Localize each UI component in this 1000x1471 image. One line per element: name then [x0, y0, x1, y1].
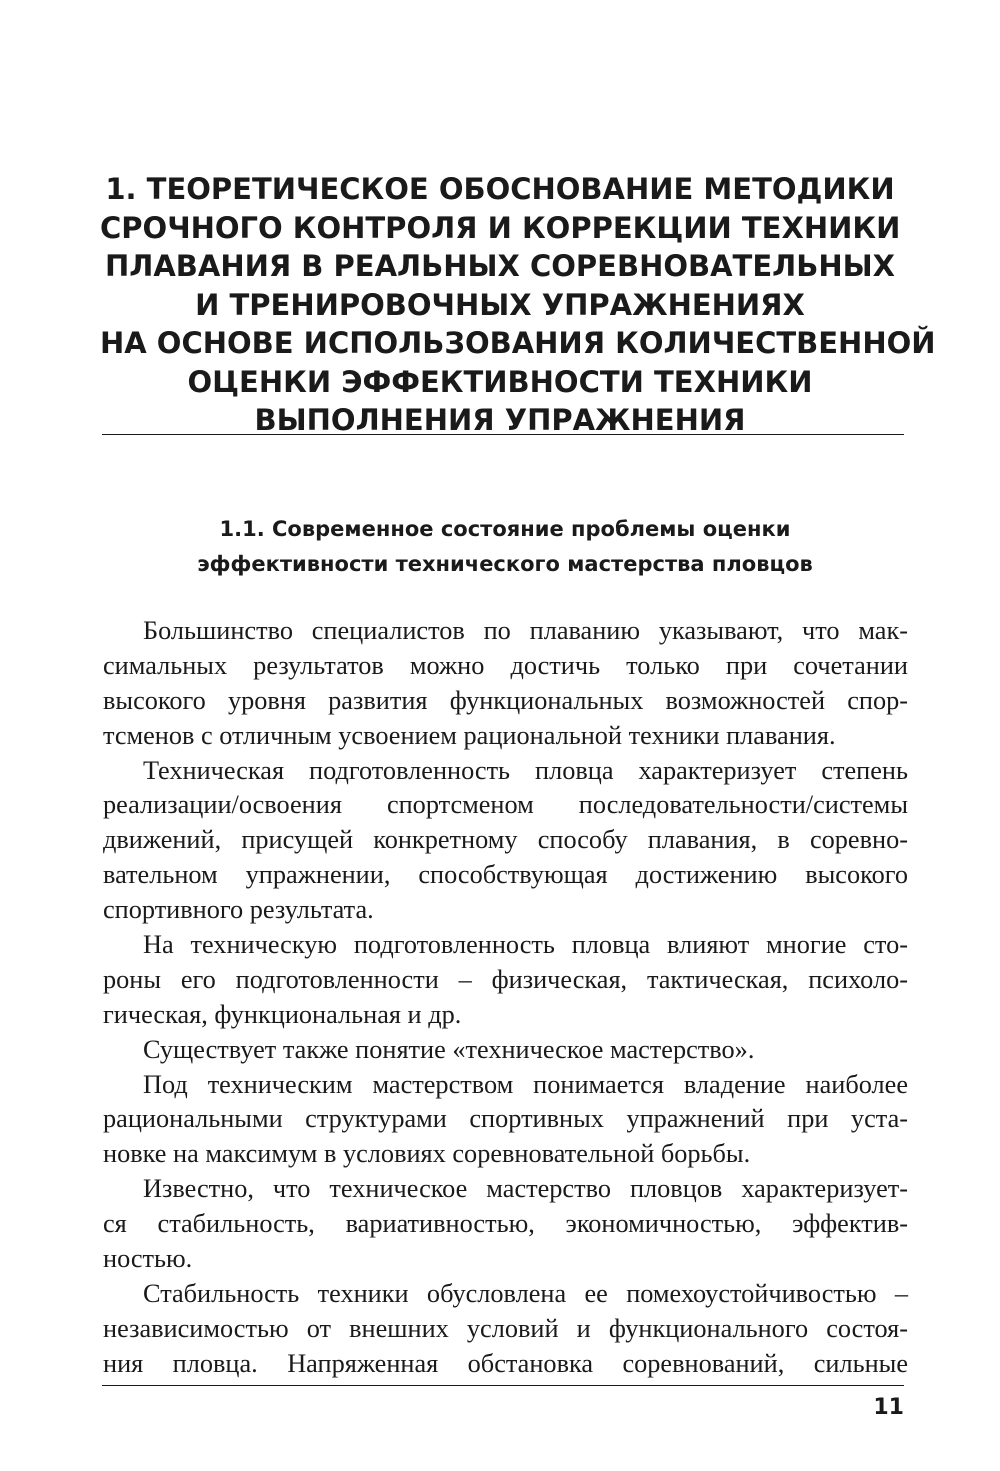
- text-line: независимостью от внешних условий и функционального состоя-: [103, 1313, 908, 1343]
- text-line: реализации/освоения спортсменом последовательности/системы: [103, 790, 908, 820]
- text-line: тсменов с отличным усвоением рациональной техники плавания.: [103, 720, 836, 750]
- title-divider: [102, 434, 904, 435]
- footer-divider: [102, 1385, 904, 1386]
- text-line: вательном упражнении, способствующая достижению высокого: [103, 860, 908, 890]
- section-title-line: 1.1. Современное состояние проблемы оценки: [219, 517, 791, 541]
- chapter-title-line: 1. ТЕОРЕТИЧЕСКОЕ ОБОСНОВАНИЕ МЕТОДИКИ: [105, 172, 895, 206]
- section-title: [100, 512, 910, 582]
- text-line: высокого уровня развития функциональных возможностей спор-: [103, 685, 908, 715]
- page-number: 11: [873, 1395, 904, 1420]
- text-line: рациональными структурами спортивных упражнений при уста-: [103, 1104, 908, 1134]
- text-line: ния пловца. Напряженная обстановка соревнований, сильные: [103, 1348, 908, 1378]
- text-line: спортивного результата.: [103, 895, 374, 925]
- text-line: Под техническим мастерством понимается владение наиболее: [143, 1069, 908, 1099]
- text-line: Известно, что техническое мастерство пловцов характеризует-: [143, 1174, 908, 1204]
- chapter-title-line: ОЦЕНКИ ЭФФЕКТИВНОСТИ ТЕХНИКИ: [187, 364, 813, 399]
- chapter-title: [100, 170, 936, 440]
- text-line: Большинство специалистов по плаванию указывают, что мак-: [143, 616, 908, 645]
- text-line: движений, присущей конкретному способу плавания, в соревно-: [103, 825, 908, 855]
- chapter-title-line: НА ОСНОВЕ ИСПОЛЬЗОВАНИЯ КОЛИЧЕСТВЕННОЙ: [100, 326, 936, 360]
- text-line: роны его подготовленности – физическая, тактическая, психоло-: [103, 964, 908, 994]
- chapter-title-line: И ТРЕНИРОВОЧНЫХ УПРАЖНЕНИЯХ: [195, 287, 805, 322]
- text-line: ностью.: [103, 1244, 193, 1274]
- chapter-title-line: СРОЧНОГО КОНТРОЛЯ И КОРРЕКЦИИ ТЕХНИКИ: [100, 210, 901, 245]
- text-line: На техническую подготовленность пловца влияют многие сто-: [143, 930, 908, 960]
- text-line: новке на максимум в условиях соревновательной борьбы.: [103, 1139, 751, 1169]
- section-title-line: эффективности технического мастерства пловцов: [197, 552, 813, 576]
- text-line: ся стабильность, вариативностью, экономичностью, эффектив-: [103, 1209, 908, 1239]
- text-line: Техническая подготовленность пловца характеризует степень: [143, 755, 908, 785]
- text-line: Существует также понятие «техническое мастерство».: [143, 1034, 755, 1064]
- text-line: симальных результатов можно достичь только при сочетании: [103, 650, 908, 680]
- chapter-title-line: ПЛАВАНИЯ В РЕАЛЬНЫХ СОРЕВНОВАТЕЛЬНЫХ: [104, 249, 896, 283]
- body-text: [103, 614, 908, 1382]
- text-line: Стабильность техники обусловлена ее помехоустойчивостью –: [143, 1278, 908, 1308]
- chapter-title-line: ВЫПОЛНЕНИЯ УПРАЖНЕНИЯ: [254, 403, 746, 437]
- text-line: гическая, функциональная и др.: [103, 999, 462, 1029]
